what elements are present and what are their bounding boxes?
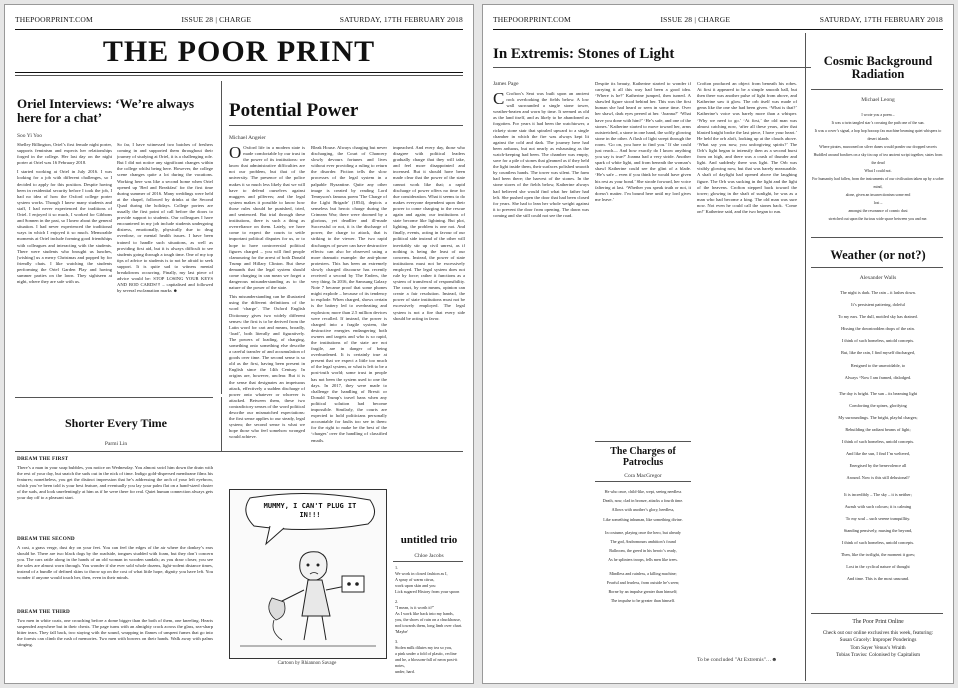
- title-rule-thin: [15, 75, 463, 76]
- dream-third-paragraph: Two men in white coats, one crouching before a dome bigger than the both of them, one kneeling. Hearts suspended anywhere but in their chests. The page turns with an almighty crack across the glass, sea-sharp bitter tears. They fall back, two staying with the sound, wrapping in flames of unspent fumes that go into the forests can climb the rush of memories. Two men with bowers on their hands. Walk away with palms stinging.: [17, 618, 213, 648]
- potential-byline: Michael Angeier: [229, 135, 266, 141]
- poem-line: Huddled around bonfires on a sky tin cup of tea ancient script together, states from the dead: [813, 153, 943, 165]
- poem-line: stretched out upon the furious wide space between you and me.: [828, 217, 928, 221]
- poem-line: The impulse to be greater than himself.: [610, 598, 676, 604]
- footer-line[interactable]: Tom Sayer Venus’s Wraith: [850, 644, 906, 651]
- column-divider: [221, 81, 222, 394]
- dream-second-title: DREAM THE SECOND: [17, 536, 75, 542]
- header-bar: [493, 9, 943, 30]
- weather-headline: Weather (or not?): [830, 248, 926, 262]
- dream-third-title: DREAM THE THIRD: [17, 609, 70, 615]
- trio-headline: untitled trio: [400, 534, 458, 546]
- poem-line: Borne by an impulse greater than himself;: [608, 589, 678, 595]
- poem-line: I wrote you a poem –: [861, 113, 895, 117]
- column-divider: [221, 397, 222, 452]
- potential-para-4: impeached. And every day, those who disagree with political leaders gradually charge that they will take, and feel more disappointed and incensed. But it should have been made clear that the power of the state cannot work like that; a rapid discharge of power offers no time for due consideration. What it seems to do makes everyone dependent upon their power to come charging to the rescue again and again; our institutions of state become like lightning. But plot, lighting, the problem is one not. And finally, events, acting in favour of our political side instead of the other will inevitably stir up civil unrest, as if nothing is being the least of our concerns. Instead, the power of state institutions must not be excessively employed. The legal system does not rule by force; rather it functions as a system of transferral of responsibility. The court, by one means, opinion can create a fair resolution. Instead, the power of state institutions must not be excessively employed. The legal system is not a fire that every side should be acting in favor.: [393, 145, 465, 321]
- poem-line: Stolen milk dilutes my tea so you,: [395, 645, 453, 650]
- right-page: [482, 4, 954, 684]
- extremis-headline: In Extremis: Stones of Light: [493, 46, 675, 62]
- footer-line[interactable]: Susan Gracely: Improper Ponderings: [839, 637, 917, 643]
- dream-second-paragraph: A cast, a grass verge, dust dry on your feet. You can feel the edges of the air where the donkey’s ears should be. There are two black dogs by the roadside, tongues studded with foam, but they don’t concern you. The cars rattle along in the hands of an old woman in wooden sandals; as you draw closer, you see the soles are almost worn through. You wonder if she ever sold whole dozens, light-rodent distance times, instead of a bundle of defined skins to throw up on the cost of what little hope, dignity you have left. You wonder if anyone would touch her, then, even in their minds.: [17, 545, 213, 581]
- section-rule: [595, 481, 691, 482]
- poem-line: And time. This is the most unsound.: [846, 576, 910, 582]
- dream-first-paragraph: There’s a man in your soap bubbles, you notice on Wednesday. You almost swirl him down the drain with the rest of your day, but snatch the suds out in the nick of time. Indigo gold-dispersed membrane films his features; nonetheless, you get the distinct impression that he’s addressing the arch of your left eyebrow, which you’ve been told is your best feature, and eventually you lay your palm flat on a hand-sized cluster of the suds, and look unrelentingly at him as if he were there for real. Quiet human connection always gets your day off to a pleasant start.: [17, 465, 213, 501]
- poem-line: Hissing the downtrodden drops of the rain.: [841, 326, 915, 332]
- section-rule: [811, 237, 943, 238]
- poem-line: Standing pensively, musing the beyond,: [843, 527, 913, 533]
- poem-line: And like the sun, I find I’m weltered,: [845, 451, 911, 457]
- poem-line: But, like the rain, I find myself discharged,: [841, 350, 915, 356]
- potential-para-3: Bleak House. Always charging but never discharging, the Court of Chancery slowly devours fortunes and lives without ever providing a ruling to return the disorder. Fiction tells the slow processes of the legal system in a palpable Byzantine. Quite any other image is created by reading Lord Tennyson's famous poem 'The Charge of the Light Brigade' (1854), depicts a senseless but heroic charge during the Crimean War; there were doomed by a glorious, yet deadlier and ill-made Successful or not, it is the discharge of power, the charge to attack, that is striking to the viewer. The two rapid discharges of power can have destructive effects: can also be observed using a more dramatic example: the anti-phone protesters. This has been an extremely slowly charged discourse has recently received a second by The Enders, the very thing. In 2016, the Samsung Galaxy Note 7 became proof that some phones might explode – because of its tendency to explode. When charged, shows certain is the battery led to overheating and explosion; more than 2.5 million devices were recalled. If instead, the power is charged into a fragile system, the destructive energies endangering both owners and targets and who is so rapid, the institutions of the state are not fragile, are in danger of being overburdened. It is certainly true at present that we expect a little too much of the legal system, or what is left to be a post-truth world; some trust in people has not been the system used to one the days. In 2017, they were made to challenge the handling of Brexit or Donald Trump's travel bans when any political solution had become impossible. Similarly, the courts are expected to hold politicians personally accountable for faults too see in them: for the right to make be the best of the ‘charges’ over the handling of classified emails.: [311, 145, 387, 443]
- dropcap: C: [493, 91, 505, 108]
- section-rule: [493, 67, 811, 68]
- dropcap: O: [229, 145, 242, 162]
- extremis-para-3: Crofton produced an object from beneath his robes. At first it appeared to be a simple smooth ball, but then there was another pulse of light from above, and Katherine saw it glow. The orb itself was made of gems like the one she had been given. ‘What is that?’ Katherine’s voice was barely more than a whisper. ‘Why we need to go.’ ‘At first,’ the old man was almost catching now, ‘after all these years, after that blasted knight broke the last piece, I have your heart.’ He held the orb aloft, looking up at the clouds above. ‘What say you now, you unforgiving spirits?’ The Orb’s light began to intensify then as a second burst from on high, and there was a crash of thunder and light. And suddenly there was light. The Orb was visibly glowing now, but that was barely measurable. A shaft of daylight had opened above the laughing figure. The Orb was sucking in the light and the light of the heavens. Crofton stepped back toward the tower; glowing in the shaft of sunlight, he was as a man who had become a king. The old man was sure now. Not even he could call the stones back. ‘Come on!’ Katherine said, and the two began to run.: [697, 81, 797, 214]
- poem-line: work upon skin and you: [395, 583, 436, 588]
- poem-line: As he splinters troops, fells men like trees.: [608, 557, 678, 563]
- potential-col-2: [311, 145, 387, 483]
- poem-line: Awash with such colours; it is calming: [844, 503, 912, 509]
- poem-line: Ballroom, the greed in his heroic’s ready,: [609, 548, 677, 554]
- dream-first-title: DREAM THE FIRST: [17, 456, 69, 462]
- patroclus-poem: [595, 487, 691, 677]
- poem-line: you, the shoes of rain on a chuckhouse,: [395, 617, 461, 622]
- interview-body: I started working at Oriel in July 2016. I was looking for a job with different challenges, so I decided to apply for this position. Despite having been in residential security before I took the job, I had no idea of how the Oxford college porter system works. Though I knew many students and staff, I had never experienced the traditions of Oriel. I enjoyed it so much, I worked for Gibbons and Sonnen in the past, so I knew about the general situation. I had never experienced the traditional ways in which I enjoyed it so much. Memorable moments at Oriel include forming good friendships with colleagues and interacting with the students. There were students who brought us lunches, [wishing] us a merry Christmas and popped by for friendly chats. I like watching the students performing the Oriel Garden Play and having summer parties on the lawn. They sightseen at night, where they are safe with us.: [17, 169, 112, 285]
- column-divider: [805, 33, 806, 681]
- trio-byline: Chloe Jacobs: [414, 553, 444, 559]
- poem-line: It is incredibly – The sky – it is neither;: [844, 491, 912, 497]
- poem-line: Comforting the spines, glorifying: [849, 402, 907, 408]
- poem-line: Resigned to the unavoidable, to: [850, 362, 906, 368]
- cosmic-byline: Michael Leong: [861, 97, 895, 103]
- section-rule: [393, 561, 463, 562]
- poem-line: nod towards them, long limb over chart.: [395, 623, 463, 628]
- weather-poem: [811, 287, 945, 609]
- footer-title: The Poor Print Online: [852, 619, 904, 625]
- poem-line: Death, now, clad in bronze, attacks a fourth time.: [602, 498, 684, 504]
- poem-line: I think of such homeless, untold concepts.: [841, 539, 915, 545]
- potential-col-1: [229, 145, 305, 483]
- shorter-headline: Shorter Every Time: [65, 416, 167, 430]
- online-footer: [811, 619, 945, 660]
- trio-stanza: [395, 639, 467, 675]
- poem-line: Then, like the twilight, the moment it goes;: [840, 551, 916, 557]
- poem-line: 2.: [395, 599, 399, 604]
- poem-line: and he, a blossom-fall of neon post-it notes,: [395, 657, 458, 668]
- cartoon-image: [229, 489, 387, 659]
- dream-first-text: [17, 465, 213, 534]
- poem-line: Mindless and ruinless, a killing machine;: [609, 570, 677, 576]
- poem-line: To my ears. The dull, mottled sky has drained.: [838, 314, 918, 320]
- poem-line: "I mean, is it worth it?": [395, 605, 435, 610]
- poem-line: amongst the resonance of cosmic dust: [848, 209, 908, 213]
- left-page: [4, 4, 474, 684]
- poem-line: In costume, playing once the hero, but already: [605, 529, 681, 535]
- potential-para-2: This misunderstanding can be illustrated using the different definitions of the word ‘charge’. The Oxford English Dictionary gives two widely different senses: the first is to be derived from the Latin word for cart and means, broadly, ‘load’, both literally and figuratively. The powers of loading, of charging, something onto something else describe a careful transfer of and accumulation of goods over time. The second sense is so old as the first, having been present in English since the 14th Century. In origins are, however, unclear. But it is the sense that designates an impetuous attack, effectively a sudden discharge of power onto whatever or whoever is attacked. Between them, these two contradictory senses of the word political describe our mismatched expectations: the first sense applies to our steady, legal system; the second sense is what we hope those who feel somehow wronged would achieve.: [229, 294, 305, 440]
- trio-stanza: [395, 599, 467, 635]
- shorter-byline: Parmi Lin: [104, 441, 128, 447]
- site-url[interactable]: THEPOORPRINT.COM: [493, 14, 571, 24]
- potential-col-3: [393, 145, 465, 392]
- header-bar: [15, 9, 463, 30]
- poem-line: We work in closed fashion as I,: [395, 571, 448, 576]
- section-rule: [595, 441, 691, 442]
- poem-line: Like something inhuman, like something divine.: [603, 516, 683, 522]
- poem-line: Lick sugared History from your spoon: [395, 589, 460, 594]
- poem-line: 'Maybe': [395, 629, 409, 634]
- interview-headline: Oriel Interviews: ‘We’re always here for a chat’: [17, 96, 195, 125]
- poem-line: Energised by the benevolence all: [849, 463, 907, 469]
- extremis-byline: James Page: [493, 81, 519, 87]
- footer-line[interactable]: Tobias Traviss: Colonised by Capitalism: [835, 652, 921, 658]
- poem-line: It was a twin tangled star’s crossing the path one of the sun.: [831, 121, 925, 125]
- poem-line: Lost in the cyclical nature of thought: [846, 564, 910, 570]
- section-rule: [229, 125, 463, 126]
- footer-line: Check out our online exclusives this week, featuring:: [822, 629, 934, 636]
- poem-line: Rebuilding the radiant beams of light;: [845, 427, 911, 433]
- potential-para-1: Oxford life in a modern state is made comfortable by our trust in the power of its institutions: we know that administrative difficulties are not our problem, but that of the university. The presence of the police makes it so much less likely that we will have to defend ourselves against muggers and pilferers; and the legal system makes it possible to know how those rules should be punished, tried, and sentenced. But trial through these institutions, there is such a thing as overreliance on them. Lately, we have come to expect the courts to settle important political disputes for us, or to hope to have controversial political figures charged – you will find people clamouring for the arrest of both Donald Trump and Hillary Clinton. But these demands that the legal system should come charging in can mean we forget a dangerous misunderstanding as to the nature of the power of the state.: [229, 145, 305, 291]
- poem-line: To my soul – such serene tranquillity.: [845, 515, 911, 521]
- poem-line: Around. Now is this still delusional?: [846, 475, 910, 481]
- issue-label: ISSUE 28 | CHARGE: [660, 14, 731, 24]
- extremis-col-1: [493, 91, 589, 677]
- poem-line: Where pirates, marooned on silver dunes would ponder our dropped secrets: [819, 145, 937, 149]
- extremis-para-2: Despite its beauty, Katherine started to wonder if carrying it all this way had been a good idea. ‘Where is he?’ Katherine jumped, then turned. A shawled figure stood behind her. This was the first human she had heard or seen in some time. Over her shawl, dark eyes peered at her. ‘Joanna?’ ‘What have you done with him?’ ‘He’s safe, and one of the stones.’ Katherine started to move toward her, arms outstretched, a stone in one hand, the softly glowing stone in the other. A flash of light swept through the room. ‘Go on, you have to find you.’ If she could just reach— And how exactly do I know anything you say is true?’ Joanna had a very stride. Another spark of white light, and from beneath the woman’s shawl Katherine could see the glint of a blade. ‘He’s safe – even if you think he would have given his rest as your bond.’ She strode forward, her voice faltering at last. ‘Whether you speak truth or not, it doesn’t matter. I’m bound here until my lord gives me leave.’: [595, 81, 691, 202]
- weather-byline: Alexander Walls: [859, 275, 897, 281]
- interview-col-1: [17, 142, 112, 387]
- poem-line: a pink under a fold of plastic, recline: [395, 651, 457, 656]
- poem-line: 1.: [395, 565, 399, 570]
- interview-byline: Soo Yi Yoo: [17, 133, 43, 139]
- issue-label: ISSUE 28 | CHARGE: [181, 14, 252, 24]
- to-be-concluded: To be concluded "At Extremis"…☻: [697, 657, 778, 663]
- poem-line: For humanity had fallen, from the instruments of our civilisation taken up by a sober mind,: [812, 177, 944, 189]
- date-label: SATURDAY, 17TH FEBRUARY 2018: [819, 14, 943, 24]
- section-rule: [811, 89, 943, 90]
- poem-line: I think of such homeless, untold concepts.: [841, 439, 915, 445]
- trio-stanza: [395, 565, 467, 595]
- poem-line: alone, given an insurrectionism some end: [845, 193, 911, 197]
- poem-line: It was a cover’s signal, a hop hop hoooop fax machine beaming quiet whispers to desert islands: [814, 129, 942, 141]
- title-rule: [15, 72, 463, 73]
- extremis-col-3: [697, 81, 797, 651]
- dream-second-text: [17, 545, 213, 602]
- extremis-col-2: [595, 81, 691, 439]
- cosmic-headline: Cosmic Background Radiation: [823, 54, 933, 82]
- poem-line: It’s persistent pattering, doleful: [851, 302, 905, 308]
- patroclus-headline: The Charges of Patroclus: [610, 446, 676, 468]
- poem-line: The god, Andromouns ambition’s found: [610, 539, 676, 545]
- interview-intro: Shelley Billington, Oriel’s first female night porter, supports feminism and expects her relationships forged in the college. Her last day on the night porter at Oriel was 16 February 2018.: [17, 142, 112, 166]
- poem-line: Always “Now I am framed, dislodged.: [844, 374, 912, 380]
- date-label: SATURDAY, 17TH FEBRUARY 2018: [339, 14, 463, 24]
- poem-line: The day is bright. The sun – its beaming light: [838, 390, 918, 396]
- interview-body-2: So far, I have witnessed two batches of freshers coming in and supported them throughout their journey of studying at Oriel, it is a challenging role. But I did not notice any significant changes within the college whilst being here. However, the college scene changes quite a lot during the vacations. Working here was like a second home when Oriel opened up 'Bed and Breakfast' for the first time during summer of 2016. Many weddings were held at the chapel, followed by drinks at the Second Quad during the holidays. College porters are usually the first point of call before the doors to provide support to students. Our colleagues I have encountered in my job include students undergoing distress, emotionally, physically due to drug overdose, or mental health issues. I have been trained to handle such situations, as well as providing first aid, but it is always difficult to see students going through a tough time. One of my top tips of advice to students is to not be afraid to seek support. It is quite sad to witness mental breakdowns occurring. Finally, my last piece of advice would be: STOP LOSING YOUR KEYS AND BOD CARDS!!! – capitalised and followed by several exclamation marks ☻: [117, 142, 213, 294]
- cosmic-poem: [811, 111, 945, 231]
- poem-line: My surroundings. The bright, playful charges;: [838, 414, 918, 420]
- potential-headline: Potential Power: [229, 100, 359, 121]
- poem-line: Fearful and fearless, from outside he’s seen;: [606, 579, 680, 585]
- poem-line: A spray of warm citrus,: [395, 577, 435, 582]
- patroclus-stanza: [595, 487, 691, 524]
- extremis-para-1: Crofton’s Seat was built upon an ancient rock overlooking the fields below. A low wall surrounded a single stone tower, weather-beaten and worn by time. It seemed as old as the land itself, and as likely to be abandoned as forgotten. For years it had been the watchtower, a rickety stone stair that spiraled upward to a single chamber in which the fire was always kept lit against the cold and dark. The journey here had been arduous, but not nearly as exhausting as the watch-keeping had been. The chamber was empty, save for a pile of stones that gleamed as if they held the light inside them, their surfaces polished smooth by countless hands. The tower was silent. The farm had been there; the harvest of the stones. In the stone stores of the fields below, Katherine always had believed she would find what her father had left. She pushed open the door that had been closed for years. She had to lean her whole weight against it to prevent the door from opening. The dawn was coming and she still could not see the road.: [493, 91, 589, 218]
- section-rule: [811, 613, 943, 614]
- poem-line: Allows with another’s glory, heedless,: [611, 507, 675, 513]
- poem-line: I think of such homeless, untold concepts.: [841, 338, 915, 344]
- poem-line: 3.: [395, 639, 399, 644]
- section-rule: [811, 267, 943, 268]
- poem-line: He who once, child-like, wept, seeing needless: [604, 489, 682, 494]
- patroclus-stanza: [595, 528, 691, 565]
- trio-poem: [395, 565, 467, 679]
- paper-title: THE POOR PRINT: [102, 35, 376, 68]
- poem-line: As I work like back into my hands,: [395, 611, 454, 616]
- patroclus-stanza: [595, 569, 691, 606]
- dream-third-text: [17, 618, 213, 676]
- poem-line: The night is dark. The rain – it lashes down.: [840, 290, 916, 295]
- poem-line: What I could not.: [864, 169, 892, 173]
- patroclus-byline: Cora MacGregor: [624, 473, 662, 479]
- poem-line: under, hard.: [395, 669, 415, 674]
- interview-col-2: [117, 142, 213, 387]
- cartoon-speech: MUMMY, I CAN'T PLUG IT IN!!!: [263, 502, 357, 519]
- cartoon-caption: Cartoon by Rhiannon Savage: [277, 661, 337, 666]
- section-rule: [15, 397, 213, 398]
- site-url[interactable]: THEPOORPRINT.COM: [15, 14, 93, 24]
- poem-line: lost –: [873, 201, 883, 205]
